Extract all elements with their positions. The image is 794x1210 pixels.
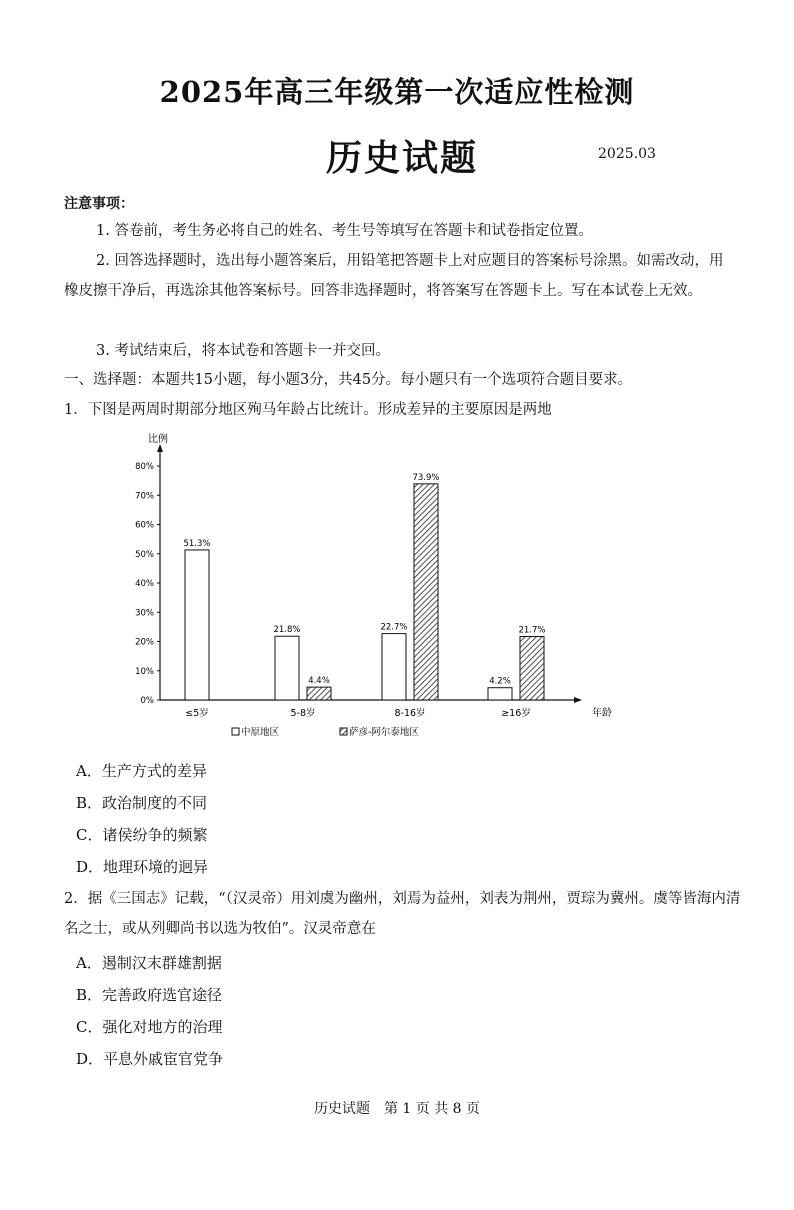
bar-zhongyuan: [488, 688, 512, 700]
bar-zhongyuan: [185, 550, 209, 700]
x-tick-label: ≥16岁: [501, 708, 531, 719]
question-1-stem: 1．下图是两周时期部分地区殉马年龄占比统计。形成差异的主要原因是两地: [64, 402, 552, 418]
bar-sayan-altai: [520, 637, 544, 700]
y-tick-label: 0%: [140, 696, 154, 706]
legend-swatch-zhongyuan: [232, 728, 239, 735]
bar-sayan-altai: [414, 484, 438, 700]
y-tick-label: 60%: [135, 520, 154, 531]
notice-item-1: 1. 答卷前，考生务必将自己的姓名、考生号等填写在答题卡和试卷指定位置。: [96, 223, 593, 239]
notice-item-3: 3. 考试结束后，将本试卷和答题卡一并交回。: [96, 343, 390, 359]
y-axis-label: 比例: [148, 434, 168, 445]
exam-date: 2025.03: [598, 146, 656, 162]
data-label: 4.2%: [489, 676, 511, 687]
y-tick-label: 70%: [135, 491, 154, 502]
x-axis-label: 年龄: [592, 708, 612, 719]
data-label: 51.3%: [183, 538, 211, 549]
legend-label-sayan-altai: 萨彦-阿尔泰地区: [349, 727, 419, 738]
data-label: 73.9%: [412, 472, 440, 483]
data-label: 21.8%: [273, 625, 301, 636]
bar-chart: [120, 434, 612, 748]
notice-item-2: 2. 回答选择题时，选出每小题答案后，用铅笔把答题卡上对应题目的答案标号涂黑。如需改动，用橡皮擦干净后，再选涂其他答案标号。回答非选择题时，将答案写在答题卡上。写在本试卷上无效。: [64, 253, 724, 299]
x-tick-label: ≤5岁: [185, 708, 209, 719]
exam-title: 2025年高三年级第一次适应性检测: [159, 75, 635, 109]
q1-option-b[interactable]: B．政治制度的不同: [76, 794, 208, 812]
x-axis-arrow: [574, 697, 582, 703]
y-tick-label: 80%: [135, 462, 154, 472]
bar-sayan-altai: [307, 687, 331, 700]
data-label: 21.7%: [518, 625, 546, 636]
y-axis-arrow: [157, 444, 163, 452]
q1-option-d[interactable]: D．地理环境的迥异: [76, 858, 209, 876]
x-tick-label: 8-16岁: [394, 708, 426, 719]
page-footer: 历史试题 第 1 页 共 8 页: [313, 1101, 481, 1117]
data-label: 22.7%: [380, 622, 408, 633]
q2-option-d[interactable]: D．平息外戚宦官党争: [76, 1050, 224, 1068]
notice-heading: 注意事项：: [64, 196, 134, 212]
question-2-stem: 2．据《三国志》记载，“（汉灵帝）用刘虞为幽州，刘焉为益州，刘表为荆州，贾琮为冀州。虞等皆海内清名之士，或从列卿尚书以选为牧伯”。汉灵帝意在: [64, 891, 741, 937]
q2-option-c[interactable]: C．强化对地方的治理: [76, 1018, 223, 1036]
section-heading: 一、选择题：本题共15小题，每小题3分，共45分。每小题只有一个选项符合题目要求。: [64, 372, 633, 388]
data-label: 4.4%: [308, 676, 330, 687]
y-tick-label: 30%: [135, 608, 154, 619]
q1-option-a[interactable]: A．生产方式的差异: [76, 762, 207, 780]
bar-zhongyuan: [382, 634, 406, 700]
legend-label-zhongyuan: 中原地区: [241, 727, 280, 738]
q1-option-c[interactable]: C．诸侯纷争的频繁: [76, 826, 208, 844]
q2-option-b[interactable]: B．完善政府选官途径: [76, 986, 223, 1004]
legend-swatch-sayan-altai: [340, 728, 347, 735]
y-tick-label: 50%: [135, 549, 154, 560]
bar-zhongyuan: [275, 636, 299, 700]
y-tick-label: 40%: [135, 579, 154, 589]
y-tick-label: 10%: [135, 666, 154, 677]
y-tick-label: 20%: [135, 637, 154, 648]
x-tick-label: 5-8岁: [290, 708, 316, 719]
q2-option-a[interactable]: A．遏制汉末群雄割据: [76, 954, 222, 972]
subject-title: 历史试题: [326, 137, 479, 179]
